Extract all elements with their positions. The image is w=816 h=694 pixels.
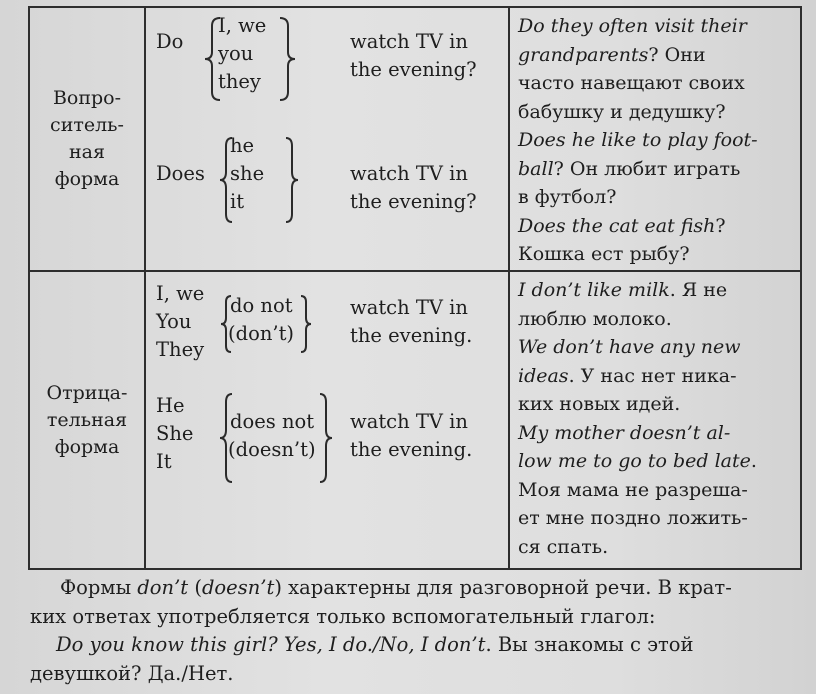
verb-phrase: the evening? <box>350 190 477 213</box>
usage-note <box>30 574 780 688</box>
interrogative-label <box>29 7 145 271</box>
label-line: ная <box>69 141 105 163</box>
label-line: ситель- <box>50 114 124 136</box>
example-line: Моя мама не разреша- <box>518 478 748 501</box>
label-line: Вопро- <box>52 87 122 109</box>
note-line: ких ответах употребляется только вспомогательный глагол: <box>30 604 656 628</box>
example-line: Does the cat eat fish? <box>518 214 726 237</box>
note-line: девушкой? Да./Нет. <box>30 661 234 685</box>
label-line: форма <box>54 168 120 190</box>
aux-form: does not <box>230 410 315 433</box>
aux-brace <box>224 294 310 354</box>
pronoun-brace <box>224 136 296 224</box>
example-line: We don’t have any new <box>518 336 741 358</box>
example-line: люблю молоко. <box>518 307 672 330</box>
example-line: в футбол? <box>518 186 617 208</box>
pronoun: I, we <box>218 14 267 37</box>
pronoun: They <box>156 338 205 361</box>
example-line: ideas. У нас нет ника- <box>518 364 737 387</box>
pronoun: you <box>218 42 254 65</box>
pronoun: You <box>156 310 192 333</box>
pronoun-brace <box>210 16 290 102</box>
aux-form: (don’t) <box>228 322 295 345</box>
interrogative-row <box>29 7 801 271</box>
verb-phrase: the evening. <box>350 438 473 461</box>
pronoun: she <box>230 162 265 185</box>
negative-examples <box>509 271 801 569</box>
example-line: grandparents? Они <box>518 43 706 66</box>
aux-verb: Do <box>156 30 184 53</box>
example-line: бабушку и дедушку? <box>518 100 726 123</box>
example-line: ких новых идей. <box>518 393 681 415</box>
note-line: Формы don’t (doesn’t) характерны для разговорной речи. В крат- <box>60 576 732 599</box>
aux-brace <box>224 392 332 484</box>
example-line: ball? Он любит играть <box>518 157 741 180</box>
example-line: Does he like to play foot- <box>518 129 758 151</box>
example-line: часто навещают своих <box>518 72 745 94</box>
negative-group-does-not <box>146 392 508 488</box>
interrogative-structure <box>145 7 509 271</box>
verb-phrase: the evening. <box>350 324 473 347</box>
negative-group-do-not <box>146 280 508 370</box>
label-line: форма <box>54 435 120 458</box>
label-line: тельная <box>46 408 128 431</box>
example-line: I don’t like milk. Я не <box>518 279 728 301</box>
pronoun: She <box>156 422 194 445</box>
example-line: Кошка ест рыбу? <box>518 243 690 265</box>
aux-verb: Does <box>156 162 205 185</box>
interrogative-group-does <box>146 134 508 224</box>
verb-phrase: the evening? <box>350 58 477 81</box>
verb-phrase: watch TV in <box>350 30 468 53</box>
example-line: My mother doesn’t al- <box>518 421 731 444</box>
negative-row <box>29 271 801 569</box>
example-line: ет мне поздно ложить- <box>518 507 748 529</box>
verb-phrase: watch TV in <box>350 410 468 433</box>
example-line: low me to go to bed late. <box>518 450 757 472</box>
negative-structure <box>145 271 509 569</box>
interrogative-group-do <box>146 14 508 104</box>
example-line: Do they often visit their <box>518 15 747 37</box>
example-line: ся спать. <box>518 535 609 558</box>
aux-form: (doesn’t) <box>228 438 316 461</box>
pronoun: it <box>230 190 245 213</box>
grammar-table <box>28 6 802 570</box>
pronoun: I, we <box>156 282 205 305</box>
label-line: Отрица- <box>46 381 128 404</box>
note-example-line: Do you know this girl? Yes, I do./No, I don’t. Вы знакомы с этой <box>56 633 694 656</box>
verb-phrase: watch TV in <box>350 162 468 185</box>
pronoun: he <box>230 134 255 157</box>
interrogative-examples <box>509 7 801 271</box>
verb-phrase: watch TV in <box>350 296 468 319</box>
negative-label <box>29 271 145 569</box>
aux-form: do not <box>230 294 293 317</box>
pronoun: It <box>156 450 172 473</box>
pronoun: He <box>156 394 185 417</box>
pronoun: they <box>218 70 261 93</box>
